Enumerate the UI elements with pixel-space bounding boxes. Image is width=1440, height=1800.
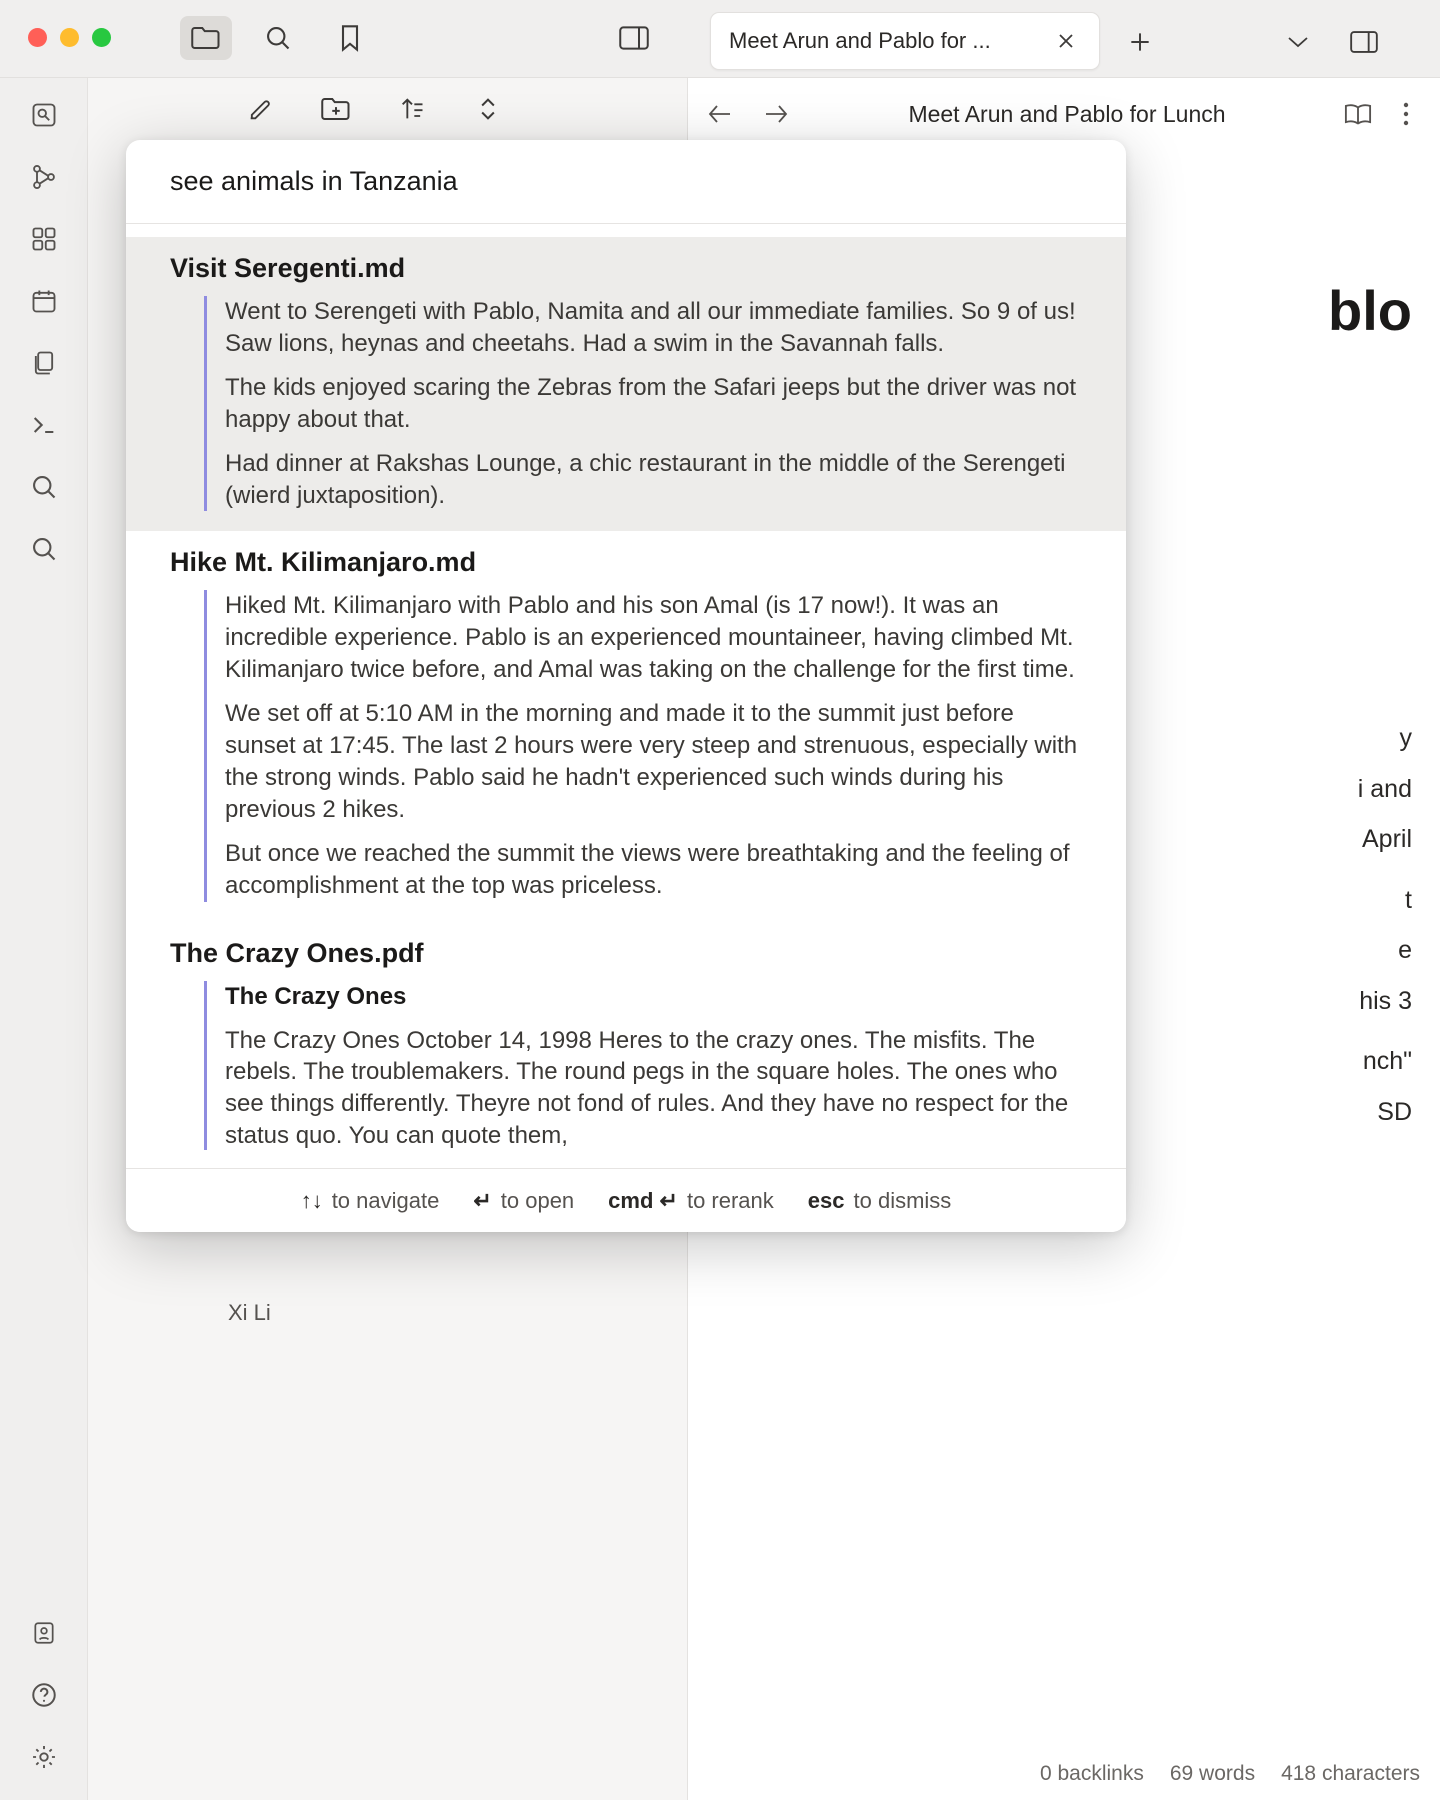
document-line: t <box>1405 885 1412 914</box>
close-window-button[interactable] <box>28 28 47 47</box>
backlinks-count: 0 backlinks <box>1039 1762 1144 1785</box>
sidebar-item-semantic-search[interactable] <box>0 518 88 580</box>
hint-key: cmd ↵ <box>608 1187 678 1213</box>
document-line: e <box>1398 936 1412 964</box>
hint-rerank <box>608 1188 774 1214</box>
tab-label: Meet Arun and Pablo for ... <box>729 28 991 53</box>
search-result-hike-kilimanjaro[interactable] <box>126 531 1126 921</box>
snippet-text: The kids enjoyed scaring the Zebras from the Safari jeeps but the driver was not happy about that. <box>225 373 1077 433</box>
back-button[interactable] <box>696 90 744 138</box>
minimize-window-button[interactable] <box>60 28 79 47</box>
semantic-search-overlay <box>126 140 1126 1232</box>
new-folder-icon[interactable] <box>314 84 358 134</box>
new-tab-button[interactable] <box>1122 24 1158 60</box>
titlebar-buttons <box>180 16 376 60</box>
hint-dismiss <box>808 1188 952 1214</box>
document-line: April <box>1361 825 1412 853</box>
sidebar-item-settings[interactable] <box>0 1726 88 1788</box>
document-line: his 3 <box>1359 986 1412 1015</box>
search-result-the-crazy-ones[interactable] <box>126 922 1126 1150</box>
hint-key: ↵ <box>473 1187 492 1213</box>
window-controls <box>28 28 111 47</box>
hint-key: esc <box>807 1187 845 1213</box>
search-results-list[interactable] <box>126 225 1126 1150</box>
search-result-title: Hike Mt. Kilimanjaro.md <box>170 547 477 578</box>
tab-meet-arun-and-pablo[interactable] <box>710 12 1100 70</box>
sidebar-item-graph[interactable] <box>0 146 88 208</box>
sidebar-item-help[interactable] <box>0 1664 88 1726</box>
files-icon[interactable] <box>180 16 232 60</box>
tab-strip <box>690 6 1440 72</box>
word-count: 69 words <box>1169 1762 1256 1785</box>
document-line: y <box>1399 724 1412 752</box>
sidebar-item-search[interactable] <box>0 456 88 518</box>
snippet-text: But once we reached the summit the views were breathtaking and the feeling of accomplishment at the top was priceless. <box>225 839 1070 899</box>
sort-icon[interactable] <box>390 84 434 134</box>
rail-bottom-group <box>0 1602 88 1788</box>
bookmark-icon[interactable] <box>324 16 376 60</box>
hint-label: to dismiss <box>853 1187 952 1213</box>
hint-label: to navigate <box>331 1187 440 1213</box>
snippet-text: Had dinner at Rakshas Lounge, a chic restaurant in the middle of the Serengeti (wierd juxtaposition). <box>225 449 1066 509</box>
search-result-title: The Crazy Ones.pdf <box>170 937 424 968</box>
list-footer-label: Xi Li <box>228 1300 271 1325</box>
activity-rail <box>0 78 88 1800</box>
search-result-snippets <box>204 296 1082 511</box>
titlebar <box>0 0 1440 78</box>
search-result-title: Visit Seregenti.md <box>170 253 406 283</box>
sidebar-toggle-icon[interactable] <box>608 16 660 60</box>
sidebar-item-files[interactable] <box>0 332 88 394</box>
sidebar-item-terminal[interactable] <box>0 394 88 456</box>
search-input[interactable]: see animals in Tanzania <box>126 140 1126 224</box>
hint-label: to open <box>500 1187 575 1213</box>
hint-label: to rerank <box>686 1187 774 1213</box>
hint-open <box>473 1188 574 1214</box>
hint-key: ↑↓ <box>300 1187 323 1213</box>
search-result-visit-seregenti[interactable] <box>126 237 1126 531</box>
chevron-down-icon[interactable] <box>1280 26 1316 58</box>
note-list-toolbar <box>238 84 510 134</box>
search-result-snippets <box>204 981 1082 1150</box>
new-note-icon[interactable] <box>238 84 282 134</box>
snippet-text: Went to Serengeti with Pablo, Namita and all our immediate families. So 9 of us! Saw lions, heynas and cheetahs. Had a swim in the Savannah falls. <box>225 298 1076 357</box>
more-options-icon[interactable] <box>1382 90 1430 138</box>
page-title: Meet Arun and Pablo for Lunch <box>908 100 1226 127</box>
expand-collapse-icon[interactable] <box>466 84 510 134</box>
document-line: SD <box>1377 1097 1412 1126</box>
snippet-text: We set off at 5:10 AM in the morning and made it to the summit just before sunset at 17:45. The last 2 hours were very steep and strenuous, especially with the strong winds. Pablo said he hadn't experienced such winds during his previous 2 hikes. <box>225 700 1078 823</box>
search-result-snippets <box>204 590 1082 901</box>
snippet-text: Hiked Mt. Kilimanjaro with Pablo and his son Amal (is 17 now!). It was an incredible experience. Pablo is an experienced mountaineer, having climbed Mt. Kilimanjaro twice before, and Amal was taking on the challenge for the first time. <box>225 592 1075 684</box>
right-sidebar-toggle-icon[interactable] <box>1342 22 1386 62</box>
document-title: blo <box>1328 279 1412 342</box>
close-icon[interactable] <box>1051 26 1081 56</box>
search-footer-hints <box>126 1168 1126 1232</box>
sidebar-item-note-search[interactable] <box>0 84 88 146</box>
forward-button[interactable] <box>752 90 800 138</box>
sidebar-item-calendar[interactable] <box>0 270 88 332</box>
search-icon[interactable] <box>252 16 304 60</box>
sidebar-item-pin[interactable] <box>0 1602 88 1664</box>
sidebar-item-dashboard[interactable] <box>0 208 88 270</box>
status-bar <box>1040 1762 1420 1786</box>
document-line: i and <box>1357 774 1412 803</box>
character-count: 418 characters <box>1281 1762 1420 1785</box>
hint-navigate <box>301 1188 440 1214</box>
document-line: nch" <box>1362 1047 1412 1075</box>
maximize-window-button[interactable] <box>92 28 111 47</box>
snippet-heading: The Crazy Ones <box>225 982 407 1010</box>
reading-view-icon[interactable] <box>1334 90 1382 138</box>
snippet-text: The Crazy Ones October 14, 1998 Heres to the crazy ones. The misfits. The rebels. The troublemakers. The round pegs in the square holes. The ones who see things differently. Theyre not fond of rules. And they have no respect for the status quo. You can quote them, <box>225 1026 1069 1150</box>
rail-top-group <box>0 84 88 580</box>
